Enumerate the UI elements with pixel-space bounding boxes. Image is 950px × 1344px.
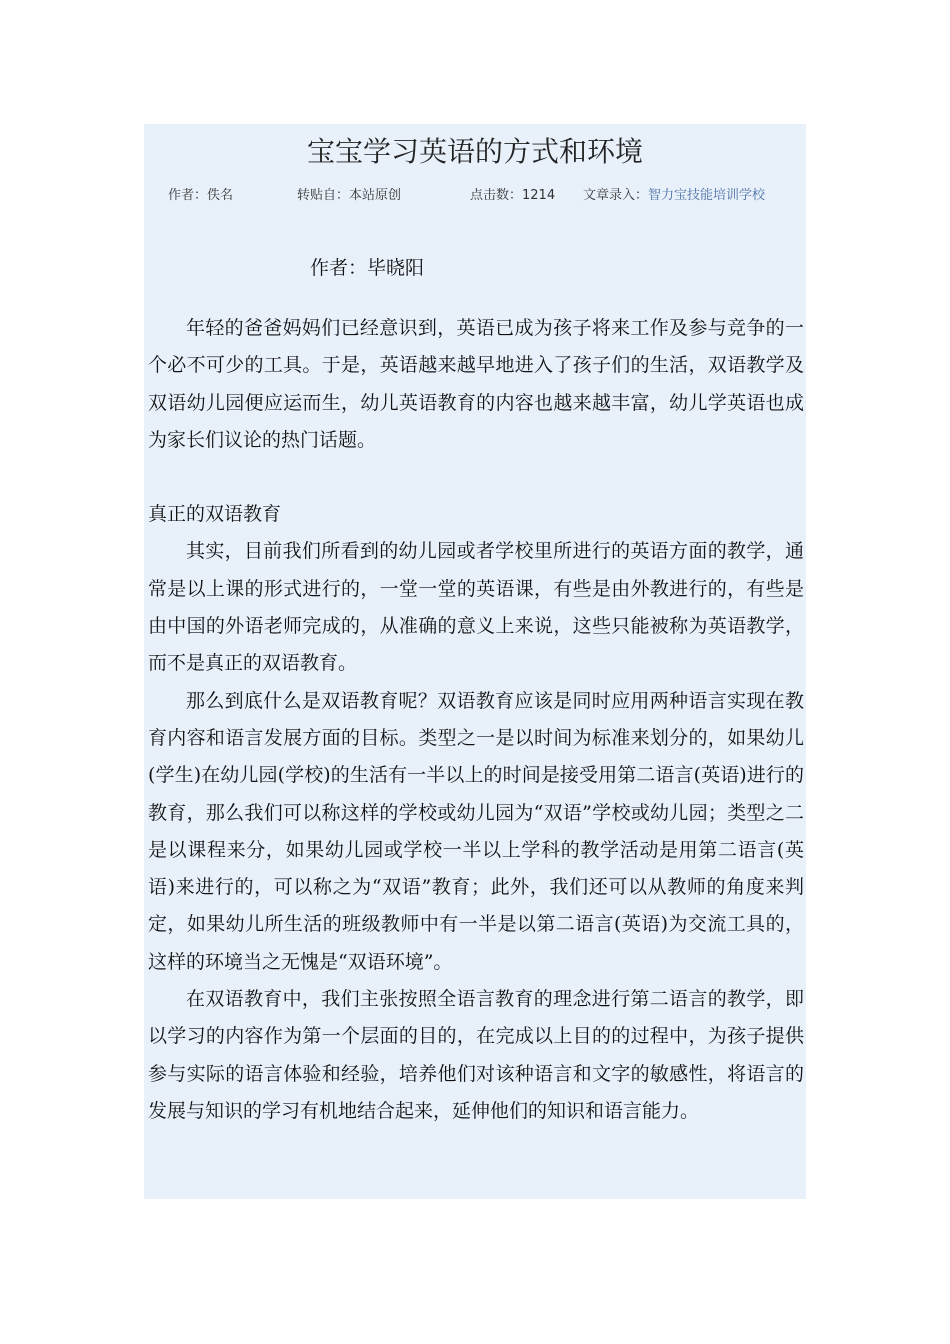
article-container bbox=[144, 124, 806, 1199]
article-title: 宝宝学习英语的方式和环境 bbox=[306, 135, 643, 168]
article-body bbox=[148, 310, 804, 1130]
meta-entry-label: 文章录入： bbox=[583, 188, 649, 203]
meta-entry-link[interactable]: 智力宝技能培训学校 bbox=[648, 188, 766, 203]
paragraph-3: 那么到底什么是双语教育呢？双语教育应该是同时应用两种语言实现在教育内容和语言发展方面的目标。类型之一是以时间为标准来划分的，如果幼儿(学生)在幼儿园(学校)的生活有一半以上的时间是接受用第二语言(英语)进行的教育，那么我们可以称这样的学校或幼儿园为“双语”学校或幼儿园；类型之二是以课程来分，如果幼儿园或学校一半以上学科的教学活动是用第二语言(英语)来进行的，可以称之为“双语”教育；此外，我们还可以从教师的角度来判定，如果幼儿所生活的班级教师中有一半是以第二语言(英语)为交流工具的，这样的环境当之无愧是“双语环境”。 bbox=[148, 689, 804, 973]
paragraph-gap bbox=[148, 459, 804, 496]
meta-clicks-label: 点击数： bbox=[470, 188, 523, 203]
paragraph-2: 其实，目前我们所看到的幼儿园或者学校里所进行的英语方面的教学，通常是以上课的形式进行的，一堂一堂的英语课，有些是由外教进行的，有些是由中国的外语老师完成的，从准确的意义上来说，这些只能被称为英语教学，而不是真正的双语教育。 bbox=[148, 540, 804, 675]
meta-source: 转贴自：本站原创 bbox=[297, 188, 402, 203]
meta-entry bbox=[583, 186, 765, 206]
paragraph-intro: 年轻的爸爸妈妈们已经意识到，英语已成为孩子将来工作及参与竞争的一个必不可少的工具。于是，英语越来越早地进入了孩子们的生活，双语教学及双语幼儿园便应运而生，幼儿英语教育的内容也越来越丰富，幼儿学英语也成为家长们议论的热门话题。 bbox=[148, 317, 804, 451]
meta-author: 作者：佚名 bbox=[168, 188, 234, 203]
article-byline: 作者：毕晓阳 bbox=[310, 257, 425, 279]
paragraph-4: 在双语教育中，我们主张按照全语言教育的理念进行第二语言的教学，即以学习的内容作为第一个层面的目的，在完成以上目的的过程中，为孩子提供参与实际的语言体验和经验，培养他们对该种语言和文字的敏感性，将语言的发展与知识的学习有机地结合起来，延伸他们的知识和语言能力。 bbox=[148, 988, 804, 1122]
meta-clicks bbox=[470, 186, 555, 206]
meta-clicks-value: 1214 bbox=[522, 188, 556, 203]
section-heading: 真正的双语教育 bbox=[148, 503, 282, 526]
